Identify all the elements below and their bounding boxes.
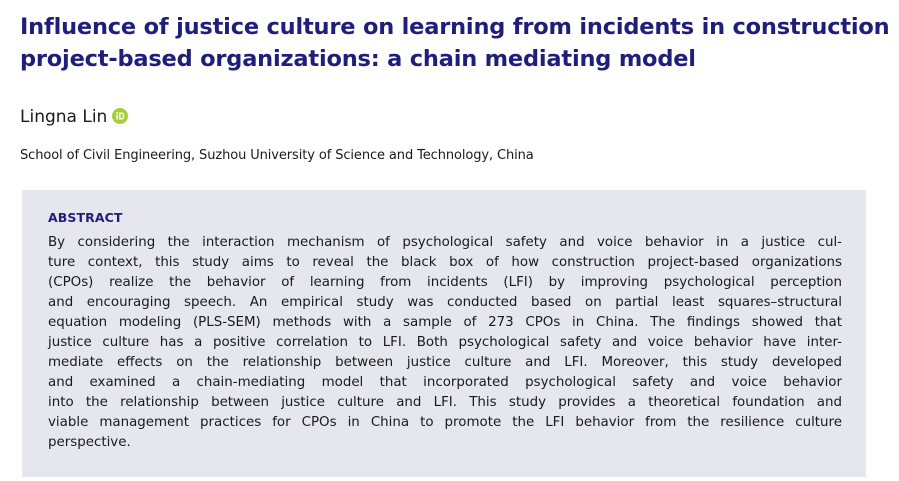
abstract-line: By considering the interaction mechanism of psychological safety and voice behavior in a justice cul- xyxy=(48,235,842,250)
abstract-line: mediate effects on the relationship between justice culture and LFI. Moreover, this study developed xyxy=(48,355,842,370)
paper-title xyxy=(20,11,890,75)
title-line-2: project-based organizations: a chain mediating model xyxy=(20,46,696,72)
abstract-line: (CPOs) realize the behavior of learning from incidents (LFI) by improving psychological perception xyxy=(48,275,842,290)
author-name[interactable]: Lingna Lin xyxy=(20,107,108,127)
abstract-line: viable management practices for CPOs in China to promote the LFI behavior from the resilience culture xyxy=(48,415,842,430)
abstract-text xyxy=(48,233,842,453)
abstract-line: justice culture has a positive correlation to LFI. Both psychological safety and voice behavior have inter- xyxy=(48,335,842,350)
abstract-line: and examined a chain-mediating model that incorporated psychological safety and voice behavior xyxy=(48,375,842,390)
title-line-1: Influence of justice culture on learning from incidents in construction xyxy=(20,14,890,40)
abstract-line: perspective. xyxy=(48,435,131,450)
abstract-heading: ABSTRACT xyxy=(48,210,123,225)
affiliation: School of Civil Engineering, Suzhou University of Science and Technology, China xyxy=(20,148,534,163)
abstract-line: ture context, this study aims to reveal the black box of how construction project-based organizations xyxy=(48,255,842,270)
abstract-line: into the relationship between justice culture and LFI. This study provides a theoretical foundation and xyxy=(48,395,842,410)
abstract-box xyxy=(22,190,866,477)
abstract-line: equation modeling (PLS-SEM) methods with a sample of 273 CPOs in China. The findings showed that xyxy=(48,315,842,330)
abstract-line: and encouraging speech. An empirical study was conducted based on partial least squares–structural xyxy=(48,295,842,310)
orcid-icon[interactable] xyxy=(112,108,128,124)
author-line xyxy=(20,105,128,129)
